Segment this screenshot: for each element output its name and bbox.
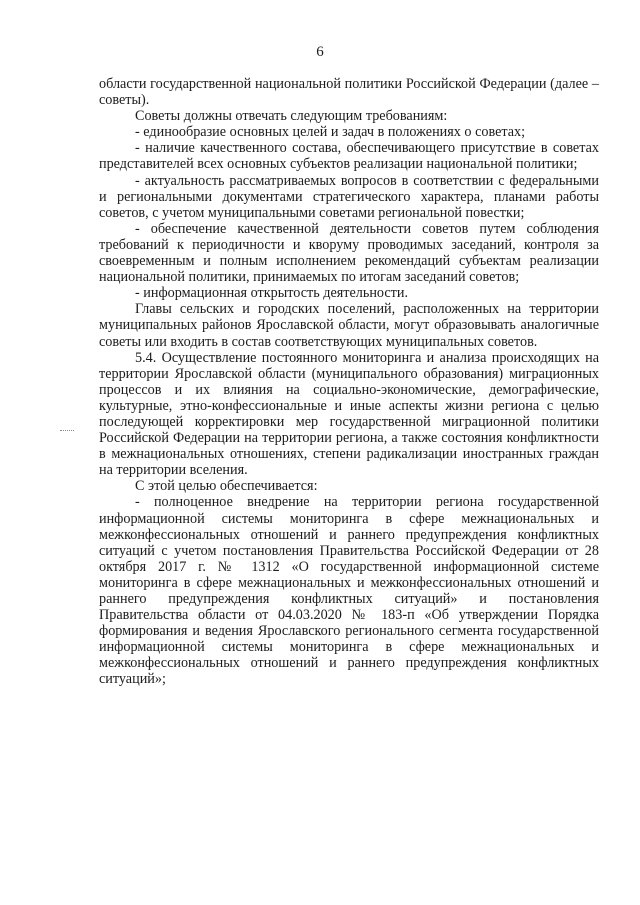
- list-item: - полноценное внедрение на территории региона государственной информационной системы мониторинга в сфере межнациональных и межконфессиональных отношений и раннего предупреждения конфликтных ситуаций с учетом постановления Правительства Российской Федерации от 28 октября 2017 г. № 1312 «О государственной информационной системе мониторинга в сфере межнациональных и межконфессиональных отношений и раннего предупреждения конфликтных ситуаций» и постановления Правительства области от 04.03.2020 № 183-п «Об утверждении Порядка формирования и ведения Ярославского регионального сегмента государственной информационной системы мониторинга в сфере межнациональных и межконфессиональных отношений и раннего предупреждения конфликтных ситуаций»;: [99, 494, 599, 688]
- list-item: - единообразие основных целей и задач в положениях о советах;: [135, 124, 526, 141]
- list-item: - наличие качественного состава, обеспечивающего присутствие в советах представителей всех основных субъектов реализации национальной политики;: [99, 140, 599, 173]
- section-paragraph: 5.4. Осуществление постоянного мониторинга и анализа происходящих на территории Ярославской области (муниципального образования) миграционных процессов и их влияния на социально-экономические, демографические, культурные, этно-конфессиональные и иные аспекты жизни региона с целью последующей корректировки мер государственной миграционной политики Российской Федерации на территории региона, а также состояния конфликтности в межнациональных отношениях, степени радикализации иностранных граждан на территории вселения.: [99, 349, 599, 479]
- paragraph: области государственной национальной политики Российской Федерации (далее – советы).: [99, 76, 599, 109]
- page-number: 6: [316, 44, 324, 60]
- paragraph: Советы должны отвечать следующим требованиям:: [135, 108, 448, 125]
- paragraph: С этой целью обеспечивается:: [135, 478, 318, 495]
- list-item: - обеспечение качественной деятельности советов путем соблюдения требований к периодичности и кворуму проводимых заседаний, контроля за своевременным и полным исполнением рекомендаций субъектам реализации национальной политики, принимаемых по итогам заседаний советов;: [99, 220, 599, 286]
- list-item: - актуальность рассматриваемых вопросов в соответствии с федеральными и региональными документами стратегического характера, планами работы советов, с учетом муниципальными советами региональной повестки;: [99, 172, 599, 221]
- margin-scan-mark: [60, 430, 74, 431]
- paragraph: Главы сельских и городских поселений, расположенных на территории муниципальных районов Ярославской области, могут образовывать аналогичные советы или входить в состав соответствующих муниципальных советов.: [99, 301, 599, 350]
- list-item: - информационная открытость деятельности.: [135, 285, 408, 302]
- document-body: [99, 76, 599, 688]
